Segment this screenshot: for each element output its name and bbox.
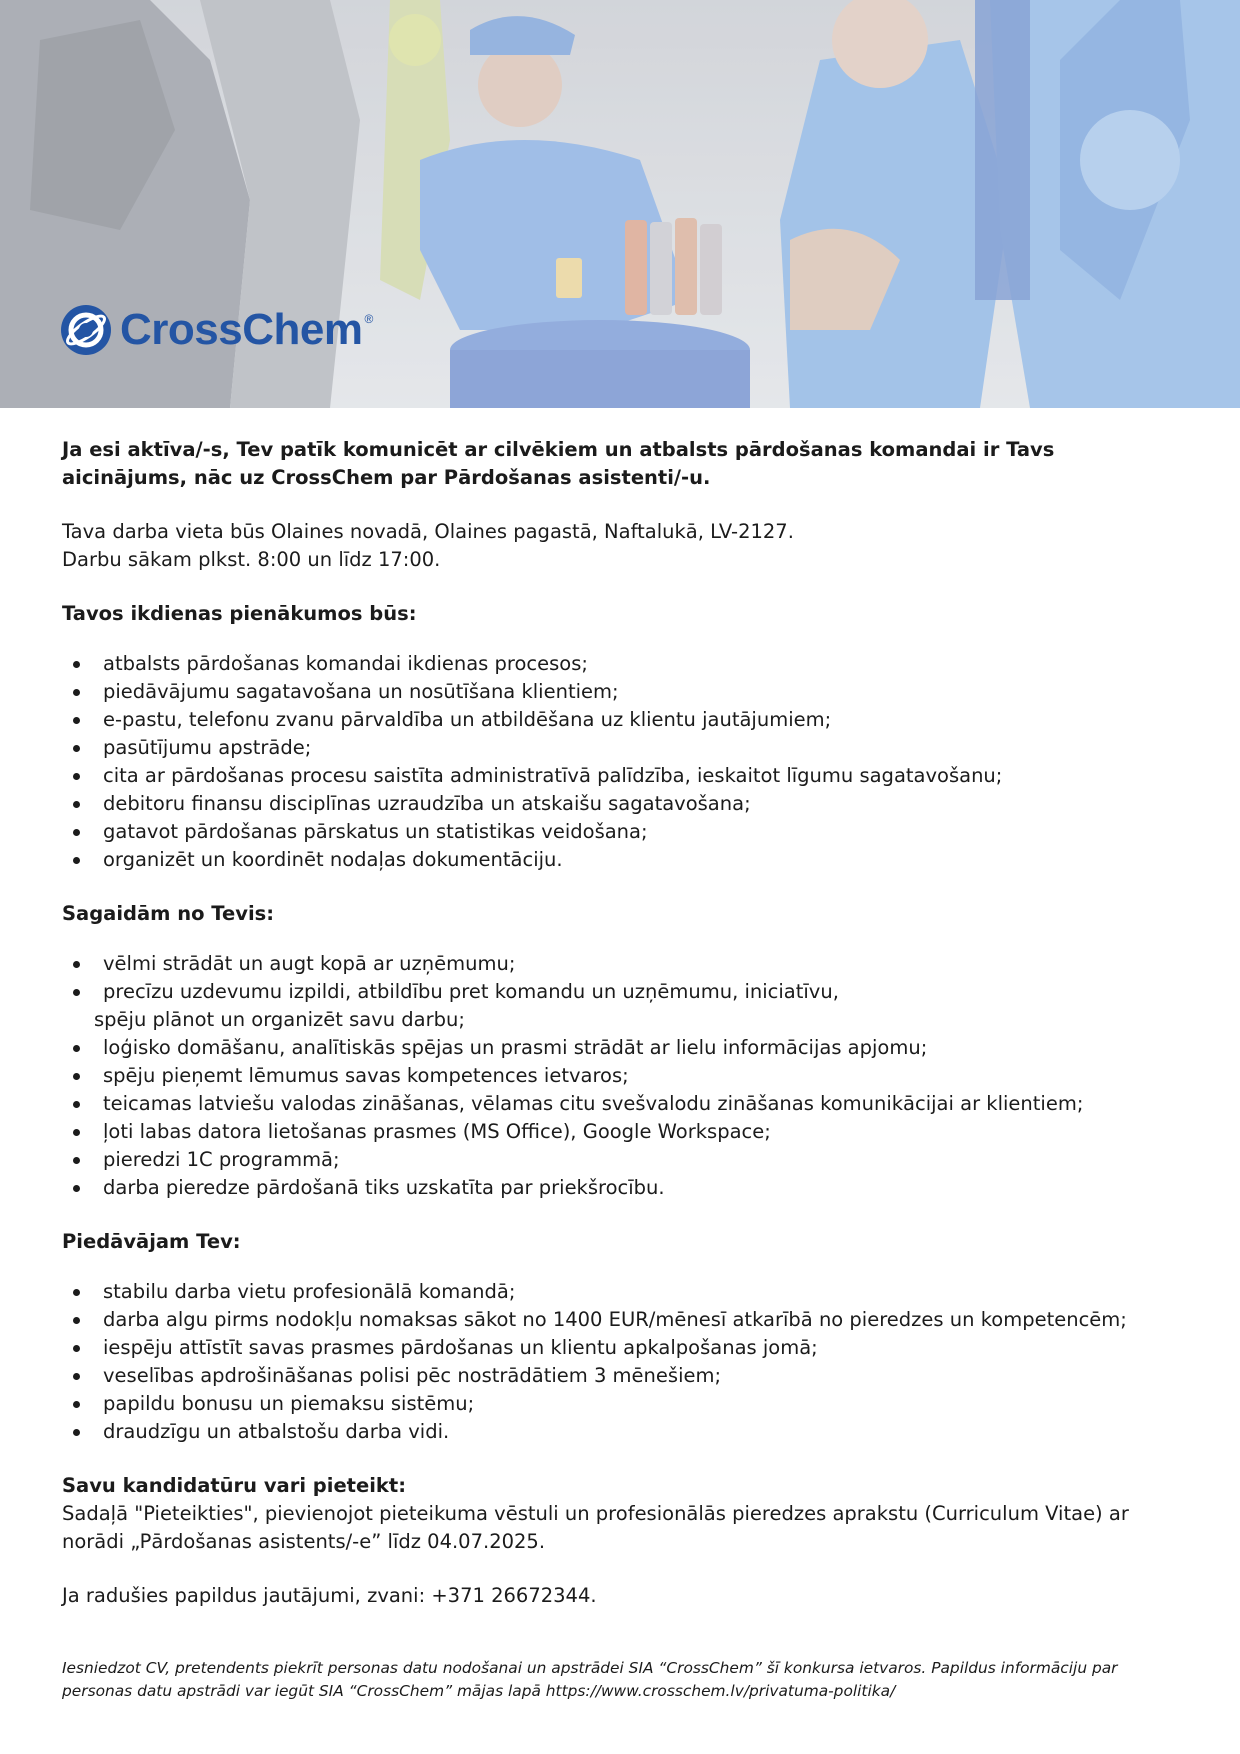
privacy-footer: Iesniedzot CV, pretendents piekrīt personas datu nodošanai un apstrādei SIA “CrossChem” šī konkursa ietvaros. Papildus informāciju par personas datu apstrādi var iegūt SIA “CrossChem” mājas lapā https://www.crosschem.lv/privatuma-politika/ bbox=[62, 1659, 1118, 1700]
apply-heading: Savu kandidatūru vari pieteikt: bbox=[62, 1474, 406, 1497]
registered-mark: ® bbox=[364, 312, 374, 326]
list-item: loģisko domāšanu, analītiskās spējas un prasmi strādāt ar lielu informācijas apjomu; bbox=[62, 1034, 1182, 1062]
offer-list bbox=[62, 1278, 1182, 1446]
list-item: e-pastu, telefonu zvanu pārvaldība un atbildēšana uz klientu jautājumiem; bbox=[62, 706, 1182, 734]
list-item: precīzu uzdevumu izpildi, atbildību pret komandu un uzņēmumu, iniciatīvu, bbox=[62, 978, 1182, 1006]
list-item: veselības apdrošināšanas polisi pēc nostrādātiem 3 mēnešiem; bbox=[62, 1362, 1182, 1390]
crosschem-logo-mark-icon bbox=[60, 304, 112, 356]
list-item: atbalsts pārdošanas komandai ikdienas procesos; bbox=[62, 650, 1182, 678]
list-item: darba algu pirms nodokļu nomaksas sākot no 1400 EUR/mēnesī atkarībā no pieredzes un kompetencēm; bbox=[62, 1306, 1182, 1334]
list-item: spēju pieņemt lēmumus savas kompetences ietvaros; bbox=[62, 1062, 1182, 1090]
expectations-heading: Sagaidām no Tevis: bbox=[62, 902, 275, 925]
list-item: ļoti labas datora lietošanas prasmes (MS Office), Google Workspace; bbox=[62, 1118, 1182, 1146]
list-item: gatavot pārdošanas pārskatus un statistikas veidošana; bbox=[62, 818, 1182, 846]
list-item: teicamas latviešu valodas zināšanas, vēlamas citu svešvalodu zināšanas komunikācijai ar klientiem; bbox=[62, 1090, 1182, 1118]
duties-list bbox=[62, 650, 1182, 874]
intro-paragraph: Ja esi aktīva/-s, Tev patīk komunicēt ar cilvēkiem un atbalsts pārdošanas komandai ir Tavs aicinājums, nāc uz CrossChem par Pārdošanas asistenti/-u. bbox=[62, 438, 1055, 489]
list-item: debitoru finansu disciplīnas uzraudzība un atskaišu sagatavošana; bbox=[62, 790, 1182, 818]
list-item-continuation: spēju plānot un organizēt savu darbu; bbox=[94, 1008, 465, 1031]
offer-heading: Piedāvājam Tev: bbox=[62, 1230, 241, 1253]
job-description bbox=[62, 436, 1182, 1610]
list-item: piedāvājumu sagatavošana un nosūtīšana klientiem; bbox=[62, 678, 1182, 706]
list-item: pasūtījumu apstrāde; bbox=[62, 734, 1182, 762]
contact-line: Ja radušies papildus jautājumi, zvani: +371 26672344. bbox=[62, 1584, 597, 1607]
hours-line: Darbu sākam plkst. 8:00 un līdz 17:00. bbox=[62, 548, 441, 571]
list-item: cita ar pārdošanas procesu saistīta administratīvā palīdzība, ieskaitot līgumu sagatavošanu; bbox=[62, 762, 1182, 790]
list-item: draudzīgu un atbalstošu darba vidi. bbox=[62, 1418, 1182, 1446]
location-line: Tava darba vieta būs Olaines novadā, Olaines pagastā, Naftalukā, LV-2127. bbox=[62, 520, 794, 543]
list-item: darba pieredze pārdošanā tiks uzskatīta par priekšrocību. bbox=[62, 1174, 1182, 1202]
expectations-list bbox=[62, 950, 1182, 1202]
logo-text: CrossChem bbox=[120, 305, 363, 354]
list-item: vēlmi strādāt un augt kopā ar uzņēmumu; bbox=[62, 950, 1182, 978]
list-item: stabilu darba vietu profesionālā komandā; bbox=[62, 1278, 1182, 1306]
list-item: organizēt un koordinēt nodaļas dokumentāciju. bbox=[62, 846, 1182, 874]
list-item: papildu bonusu un piemaksu sistēmu; bbox=[62, 1390, 1182, 1418]
hero-photo bbox=[0, 0, 1240, 408]
duties-heading: Tavos ikdienas pienākumos būs: bbox=[62, 602, 417, 625]
list-item: iespēju attīstīt savas prasmes pārdošanas un klientu apkalpošanas jomā; bbox=[62, 1334, 1182, 1362]
crosschem-logo bbox=[60, 304, 373, 356]
list-item: pieredzi 1C programmā; bbox=[62, 1146, 1182, 1174]
apply-text: Sadaļā "Pieteikties", pievienojot pieteikuma vēstuli un profesionālās pieredzes aprakstu (Curriculum Vitae) ar norādi „Pārdošanas asistents/-e” līdz 04.07.2025. bbox=[62, 1502, 1129, 1553]
